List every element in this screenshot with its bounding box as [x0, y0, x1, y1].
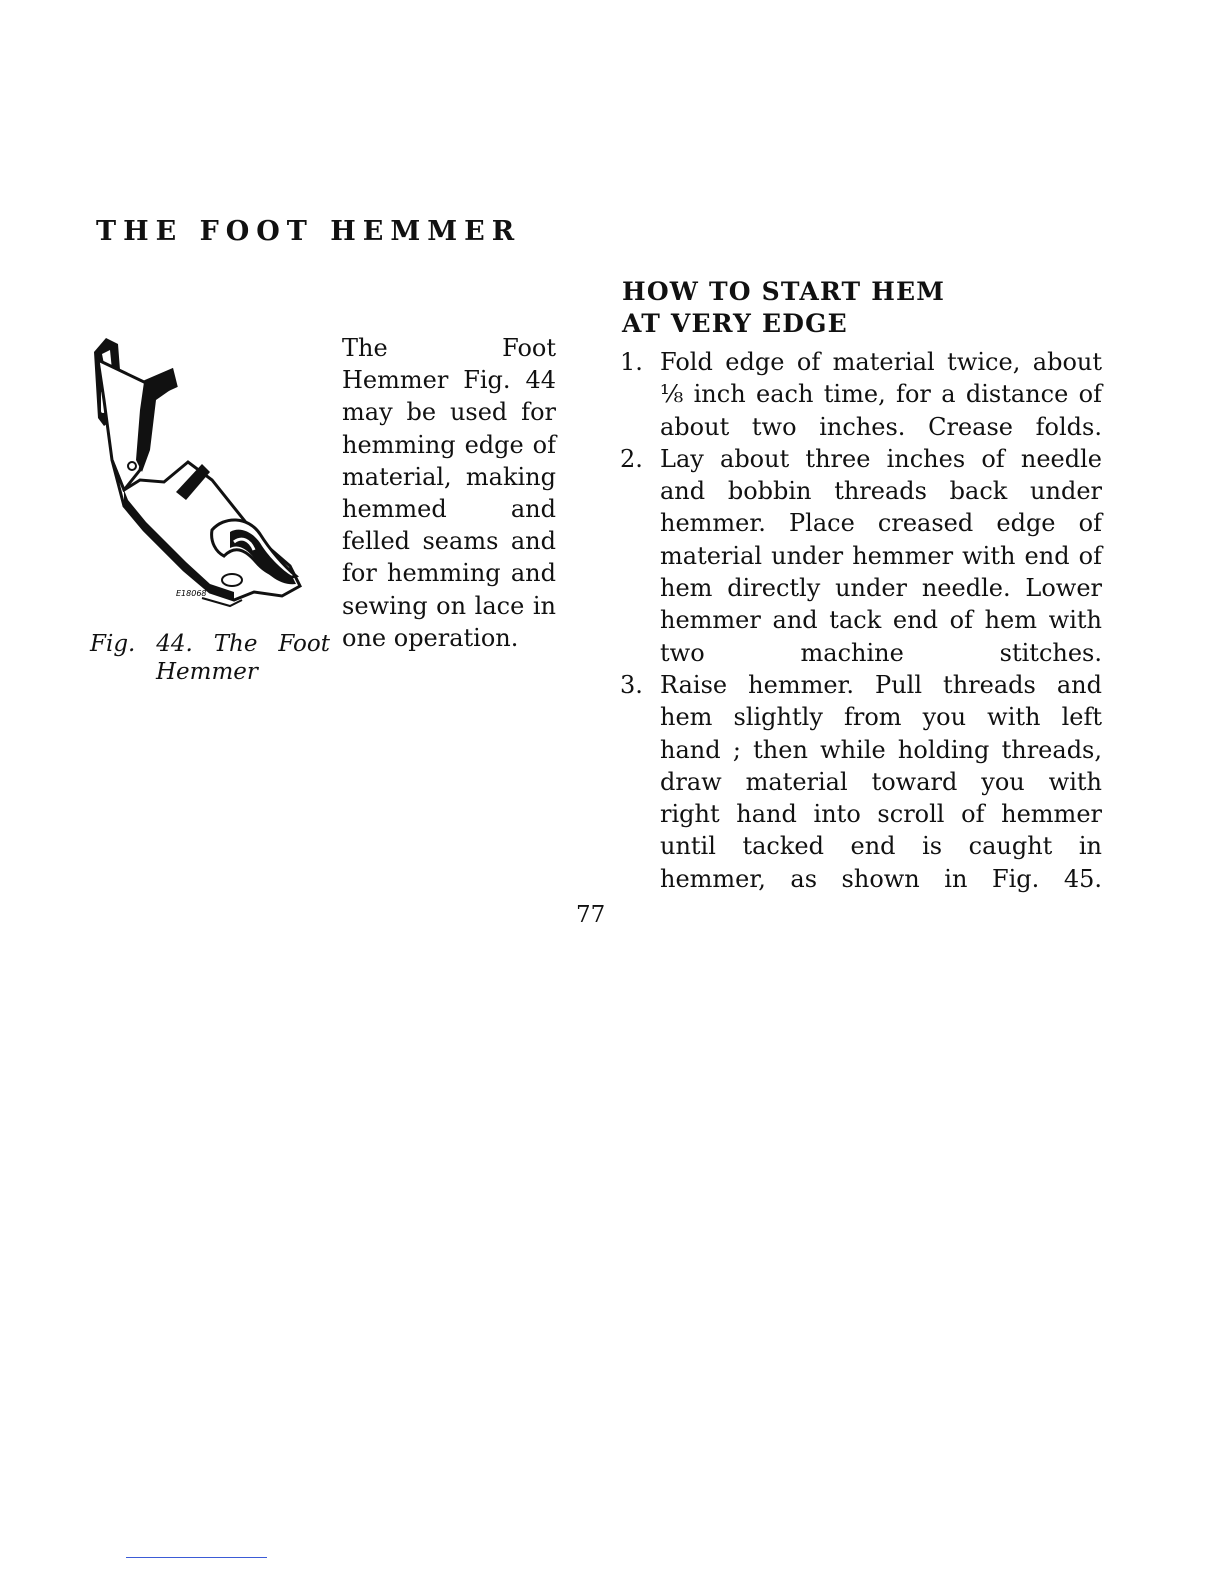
figure-caption: [90, 630, 330, 686]
step-number: 3.: [620, 670, 643, 699]
section-heading-line1: HOW TO START HEM: [622, 277, 946, 306]
bottom-rule: [126, 1557, 267, 1558]
step-number: 2.: [620, 444, 643, 473]
figure-caption-line1: Fig. 44. The Foot: [90, 631, 330, 657]
page-number: 77: [576, 902, 606, 928]
figure-44: [84, 330, 324, 610]
step-text: Raise hemmer. Pull threads and hem slightly from you with left hand ; then while holding threads, draw material toward you with right hand into scroll of hemmer until tacked end is caught in hemmer, as shown in Fig. 45.: [660, 670, 1102, 893]
step-text: Lay about three inches of needle and bobbin threads back under hemmer. Place creased edge of material under hemmer with end of hem directly under needle. Lower hemmer and tack end of hem with two machine stitches.: [660, 444, 1102, 667]
part-code: E18068: [176, 589, 207, 598]
page-title: THE FOOT HEMMER: [96, 216, 522, 247]
step-item: [620, 669, 1102, 895]
foot-hemmer-illustration-icon: [84, 330, 324, 610]
intro-paragraph: The Foot Hemmer Fig. 44 may be used for hemming edge of material, making hemmed and felled seams and for hemming and sewing on lace in one operation.: [342, 334, 556, 652]
step-text: Fold edge of material twice, about ⅛ inch each time, for a distance of about two inches. Crease folds.: [660, 348, 1102, 441]
step-number: 1.: [620, 348, 643, 376]
steps-list: [620, 346, 1102, 895]
figure-caption-line2: Hemmer: [156, 659, 258, 685]
section-heading-line2: AT VERY EDGE: [622, 309, 848, 338]
step-item: [620, 346, 1102, 443]
step-item: [620, 443, 1102, 669]
section-heading: [622, 276, 945, 340]
